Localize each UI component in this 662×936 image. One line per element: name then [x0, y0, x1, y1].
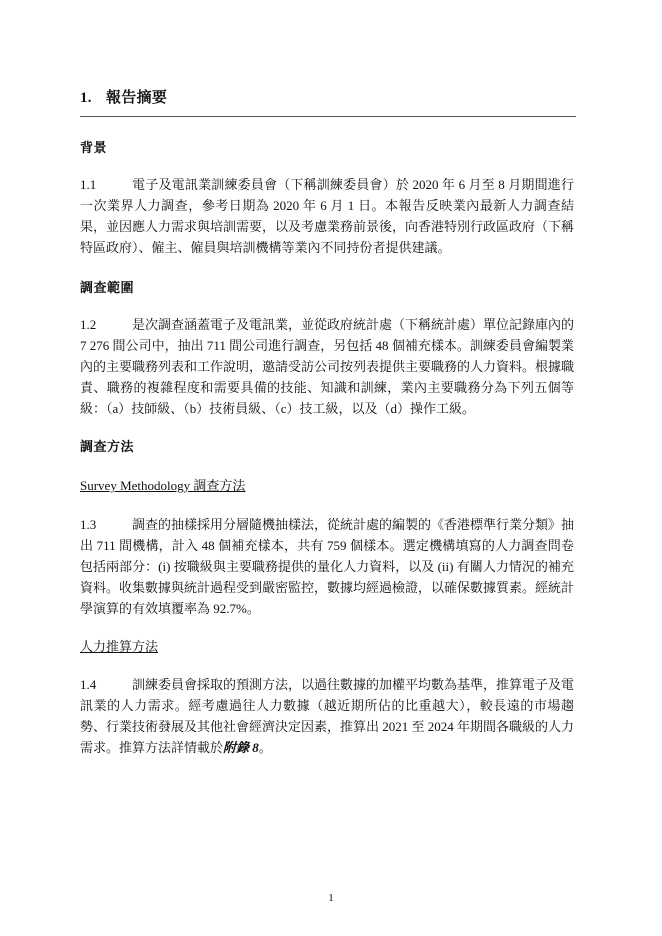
paragraph-1-3	[80, 514, 574, 619]
paragraph-text: 訓練委員會採取的預測方法，以過往數據的加權平均數為基準，推算電子及電訊業的人力需求。經考慮過往人力數據（越近期所佔的比重越大），較長遠的市場趨勢、行業技術發展及其他社會經濟決定因素，推算出 2021 至 2024 年期間各職級的人力需求。推算方法詳情載於	[80, 677, 575, 755]
section-heading	[80, 86, 167, 107]
manpower-projection-label: 人力推算方法	[80, 639, 159, 654]
paragraph-number: 1.2	[80, 317, 97, 332]
page-number: 1	[328, 892, 334, 904]
subheading-scope: 調查範圍	[80, 280, 135, 295]
paragraph-text: 是次調查涵蓋電子及電訊業，並從政府統計處（下稱統計處）單位記錄庫內的 7 276 間公司中，抽出 711 間公司進行調查，另包括 48 個補充樣本。訓練委員會編製業內的主要職務列表和工作說明，邀請受訪公司按列表提供主要職務的人力資料。根據職責、職務的複雜程度和需要具備的技能、知識和訓練，業內主要職務分為下列五個等級：（a）技師級、（b）技術員級、（c）技工級，以及（d）操作工級。	[80, 317, 575, 416]
paragraph-number: 1.1	[80, 177, 97, 192]
paragraph-1-1	[80, 174, 574, 258]
paragraph-number: 1.3	[80, 517, 97, 532]
paragraph-end: 。	[258, 740, 272, 755]
survey-methodology-label: Survey Methodology 調查方法	[80, 478, 246, 493]
subheading-method: 調查方法	[80, 439, 135, 454]
paragraph-1-2	[80, 314, 574, 419]
section-title: 報告摘要	[106, 90, 168, 106]
paragraph-text: 調查的抽樣採用分層隨機抽樣法，從統計處的編製的《香港標準行業分類》抽出 711 間機構，計入 48 個補充樣本，共有 759 個樣本。選定機構填寫的人力調查問卷包括兩部分：(i) 按職級與主要職務提供的量化人力資料，以及 (ii) 有關人力情況的補充資料。收集數據與統計過程受到嚴密監控，數據均經過檢證，以確保數據質素。經統計學演算的有效填覆率為 92.7%。	[80, 517, 575, 616]
paragraph-1-4	[80, 674, 574, 758]
paragraph-number: 1.4	[80, 677, 97, 692]
appendix-reference: 附錄 8	[223, 740, 259, 755]
paragraph-text: 電子及電訊業訓練委員會（下稱訓練委員會）於 2020 年 6 月至 8 月期間進行一次業界人力調查，參考日期為 2020 年 6 月 1 日。本報告反映業內最新人力調查結果，並因應人力需求與培訓需要，以及考慮業務前景後，向香港特別行政區政府（下稱特區政府）、僱主、僱員與培訓機構等業內不同持份者提供建議。	[80, 177, 575, 255]
heading-divider	[80, 116, 576, 117]
section-number: 1.	[80, 90, 92, 106]
subheading-background: 背景	[80, 140, 108, 155]
